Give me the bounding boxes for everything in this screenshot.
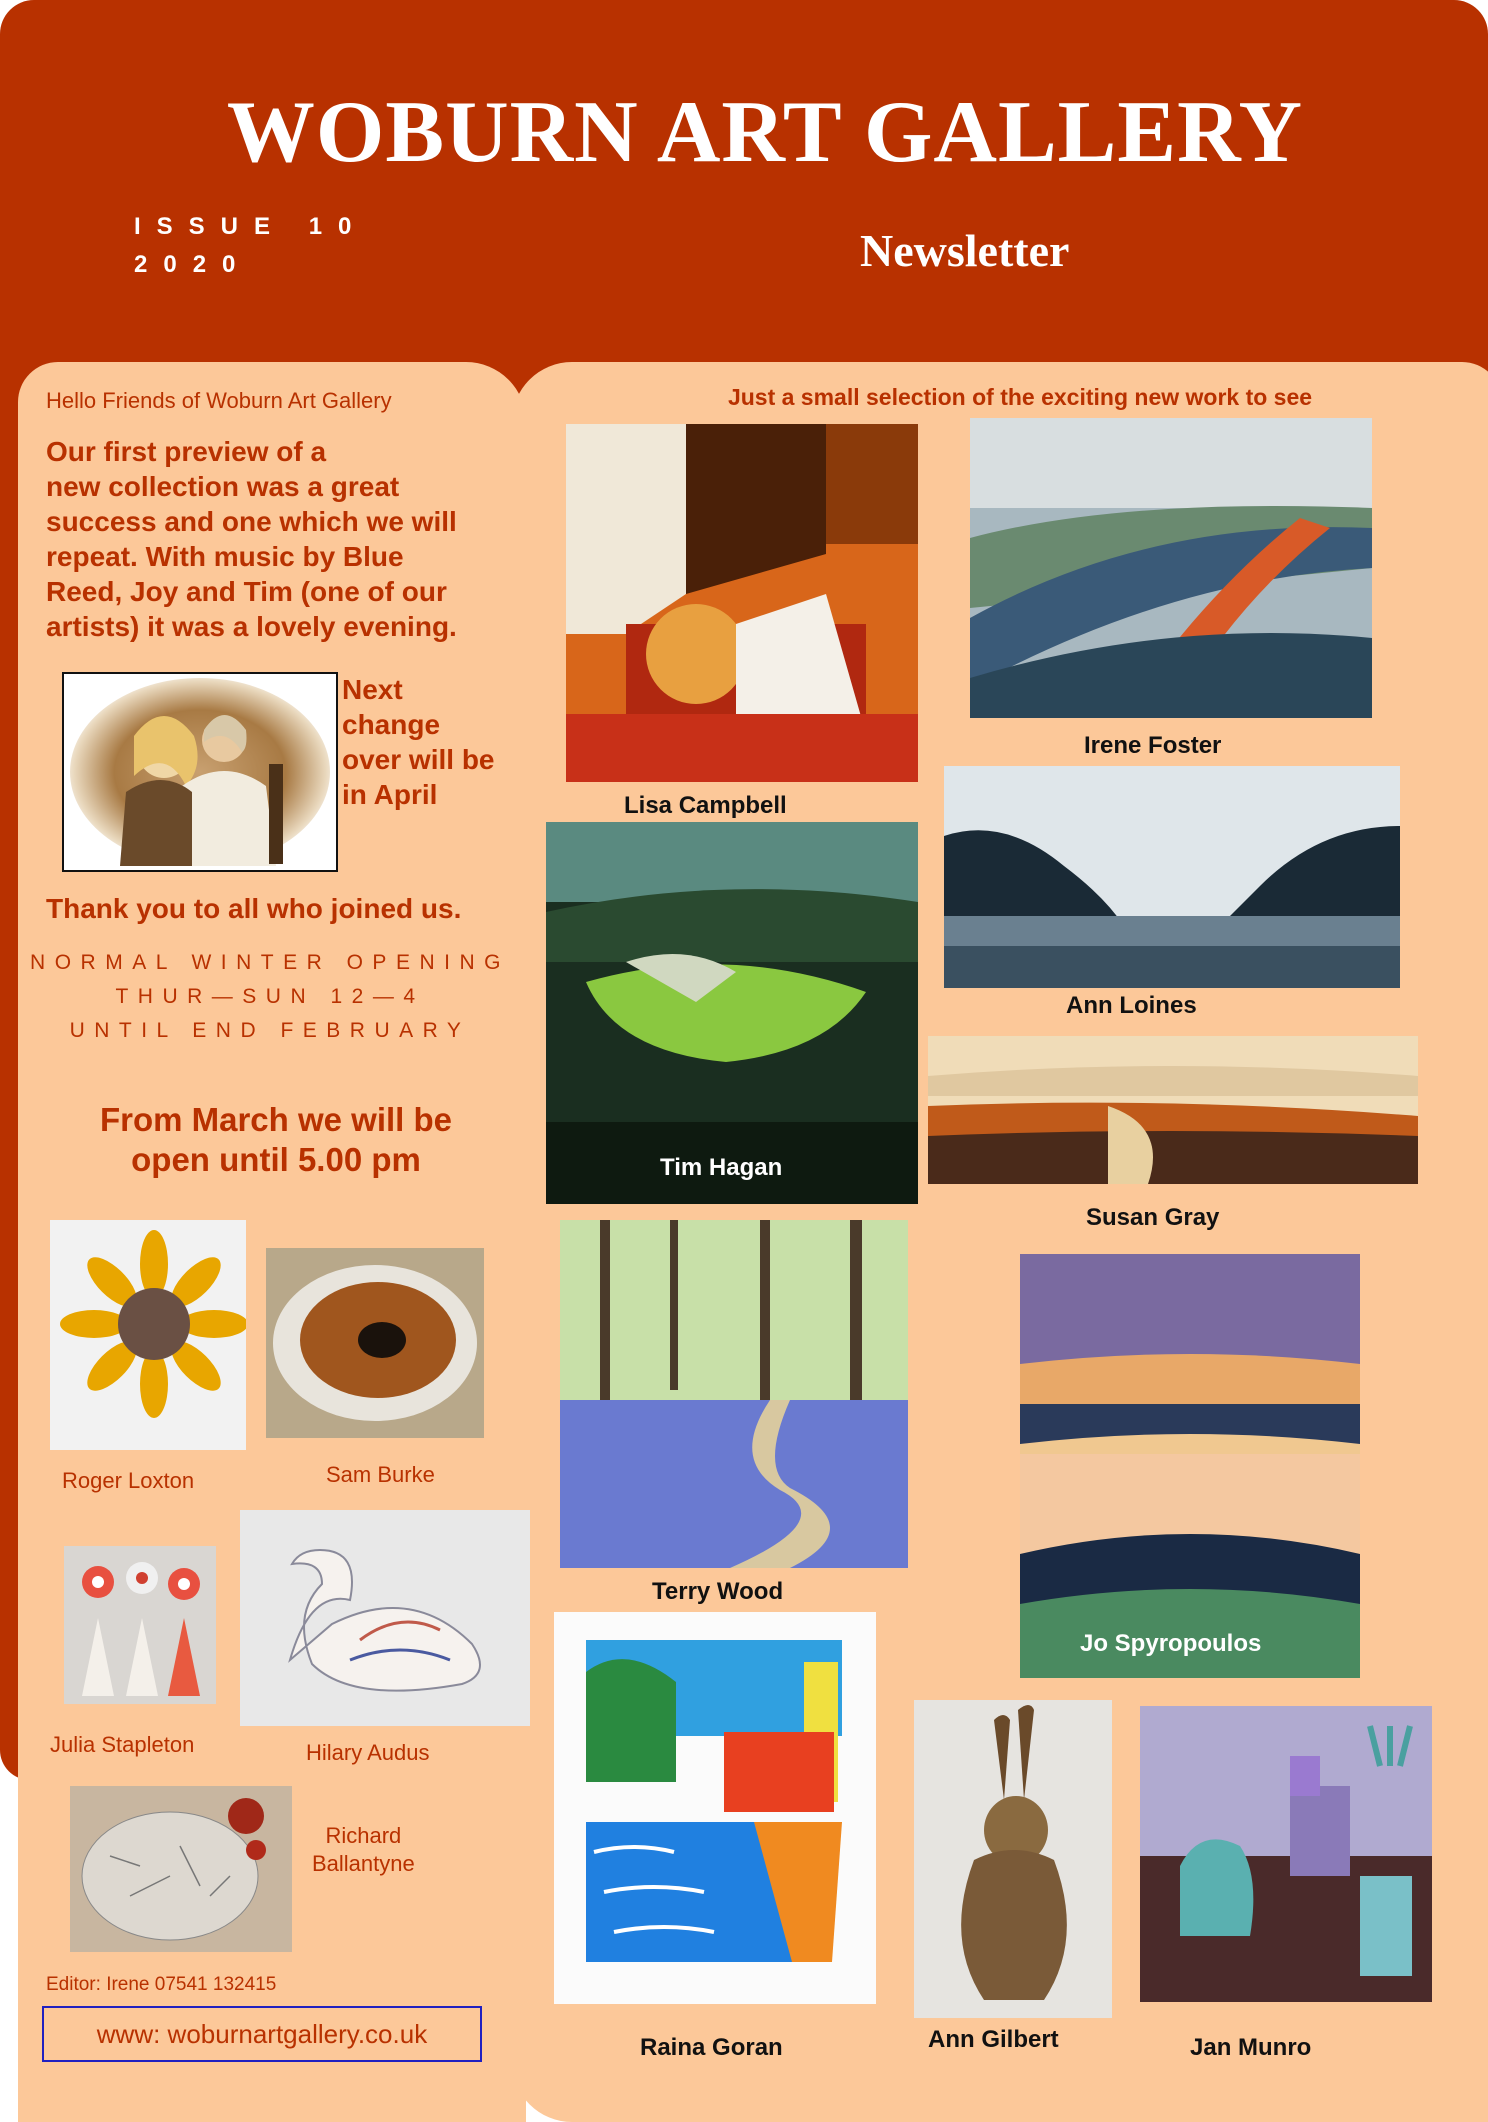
painting-terry-wood xyxy=(560,1220,908,1568)
painting-irene-foster xyxy=(970,418,1372,718)
march-line: From March we will be xyxy=(99,1101,453,1138)
chicken-photo xyxy=(70,1786,292,1952)
craft-caption: Julia Stapleton xyxy=(50,1732,195,1757)
artist-caption: Tim Hagan xyxy=(660,1154,783,1181)
craft-caption-richard xyxy=(312,1822,415,1878)
artist-caption: Susan Gray xyxy=(1086,1204,1220,1231)
artist-caption: Ann Gilbert xyxy=(928,2026,1059,2053)
march-line: open until 5.00 pm xyxy=(131,1141,421,1178)
website-link[interactable] xyxy=(42,2006,482,2062)
artist-caption: Ann Loines xyxy=(1066,992,1197,1019)
musicians-photo xyxy=(62,672,338,872)
greeting: Hello Friends of Woburn Art Gallery xyxy=(46,388,392,413)
intro-line: repeat. With music by Blue xyxy=(46,541,404,572)
newsletter-title: WOBURN ART GALLERY xyxy=(226,84,1304,181)
website-text: www: woburnartgallery.co.uk xyxy=(96,2018,428,2049)
bowl-photo xyxy=(266,1248,484,1438)
intro-text xyxy=(46,434,457,644)
sunflower-photo xyxy=(50,1220,246,1450)
next-change-line: over will be xyxy=(342,744,495,775)
painting-tim-hagan xyxy=(546,822,918,1204)
intro-line: success and one which we will xyxy=(46,506,457,537)
swan-photo xyxy=(240,1510,530,1726)
craft-caption: Roger Loxton xyxy=(62,1468,195,1493)
next-change-line: Next xyxy=(342,674,403,705)
craft-caption: Ballantyne xyxy=(312,1851,415,1876)
artist-caption: Lisa Campbell xyxy=(624,792,787,819)
opening-line: UNTIL END FEBRUARY xyxy=(69,1019,471,1042)
painting-ann-gilbert xyxy=(914,1700,1112,2018)
issue-number: ISSUE 10 xyxy=(134,213,368,240)
artist-caption: Raina Goran xyxy=(640,2034,783,2061)
issue-year: 2020 xyxy=(134,251,252,278)
painting-jo-spyropoulos xyxy=(1020,1254,1360,1678)
intro-line: new collection was a great xyxy=(46,471,400,502)
thank-you-text: Thank you to all who joined us. xyxy=(46,893,462,924)
march-hours xyxy=(20,1100,532,1180)
painting-ann-loines xyxy=(944,766,1400,988)
opening-hours xyxy=(20,946,520,1048)
painting-susan-gray xyxy=(928,1036,1418,1184)
craft-caption: Hilary Audus xyxy=(306,1740,430,1765)
artist-caption: Jo Spyropoulos xyxy=(1080,1630,1262,1657)
artist-caption: Irene Foster xyxy=(1084,732,1222,759)
painting-lisa-campbell xyxy=(566,424,918,782)
craft-caption: Sam Burke xyxy=(326,1462,435,1487)
painting-jan-munro xyxy=(1140,1706,1432,2002)
issue-info xyxy=(134,208,367,284)
intro-line: Our first preview of a xyxy=(46,436,327,467)
next-change-line: change xyxy=(342,709,441,740)
artist-caption: Jan Munro xyxy=(1190,2034,1312,2061)
opening-line: NORMAL WINTER OPENING xyxy=(30,951,510,974)
flowers-vase-photo xyxy=(64,1546,216,1704)
newsletter-subtitle: Newsletter xyxy=(860,225,1070,276)
next-change-line: in April xyxy=(342,779,438,810)
opening-line: THUR—SUN 12—4 xyxy=(115,985,425,1008)
gallery-heading: Just a small selection of the exciting new work to see xyxy=(727,384,1313,410)
intro-line: Reed, Joy and Tim (one of our xyxy=(46,576,447,607)
intro-line: artists) it was a lovely evening. xyxy=(46,611,457,642)
painting-raina-goran xyxy=(554,1612,876,2004)
craft-caption: Richard xyxy=(325,1823,402,1848)
artist-caption: Terry Wood xyxy=(652,1578,784,1605)
next-change-text xyxy=(342,672,495,812)
editor-contact: Editor: Irene 07541 132415 xyxy=(46,1974,277,1995)
